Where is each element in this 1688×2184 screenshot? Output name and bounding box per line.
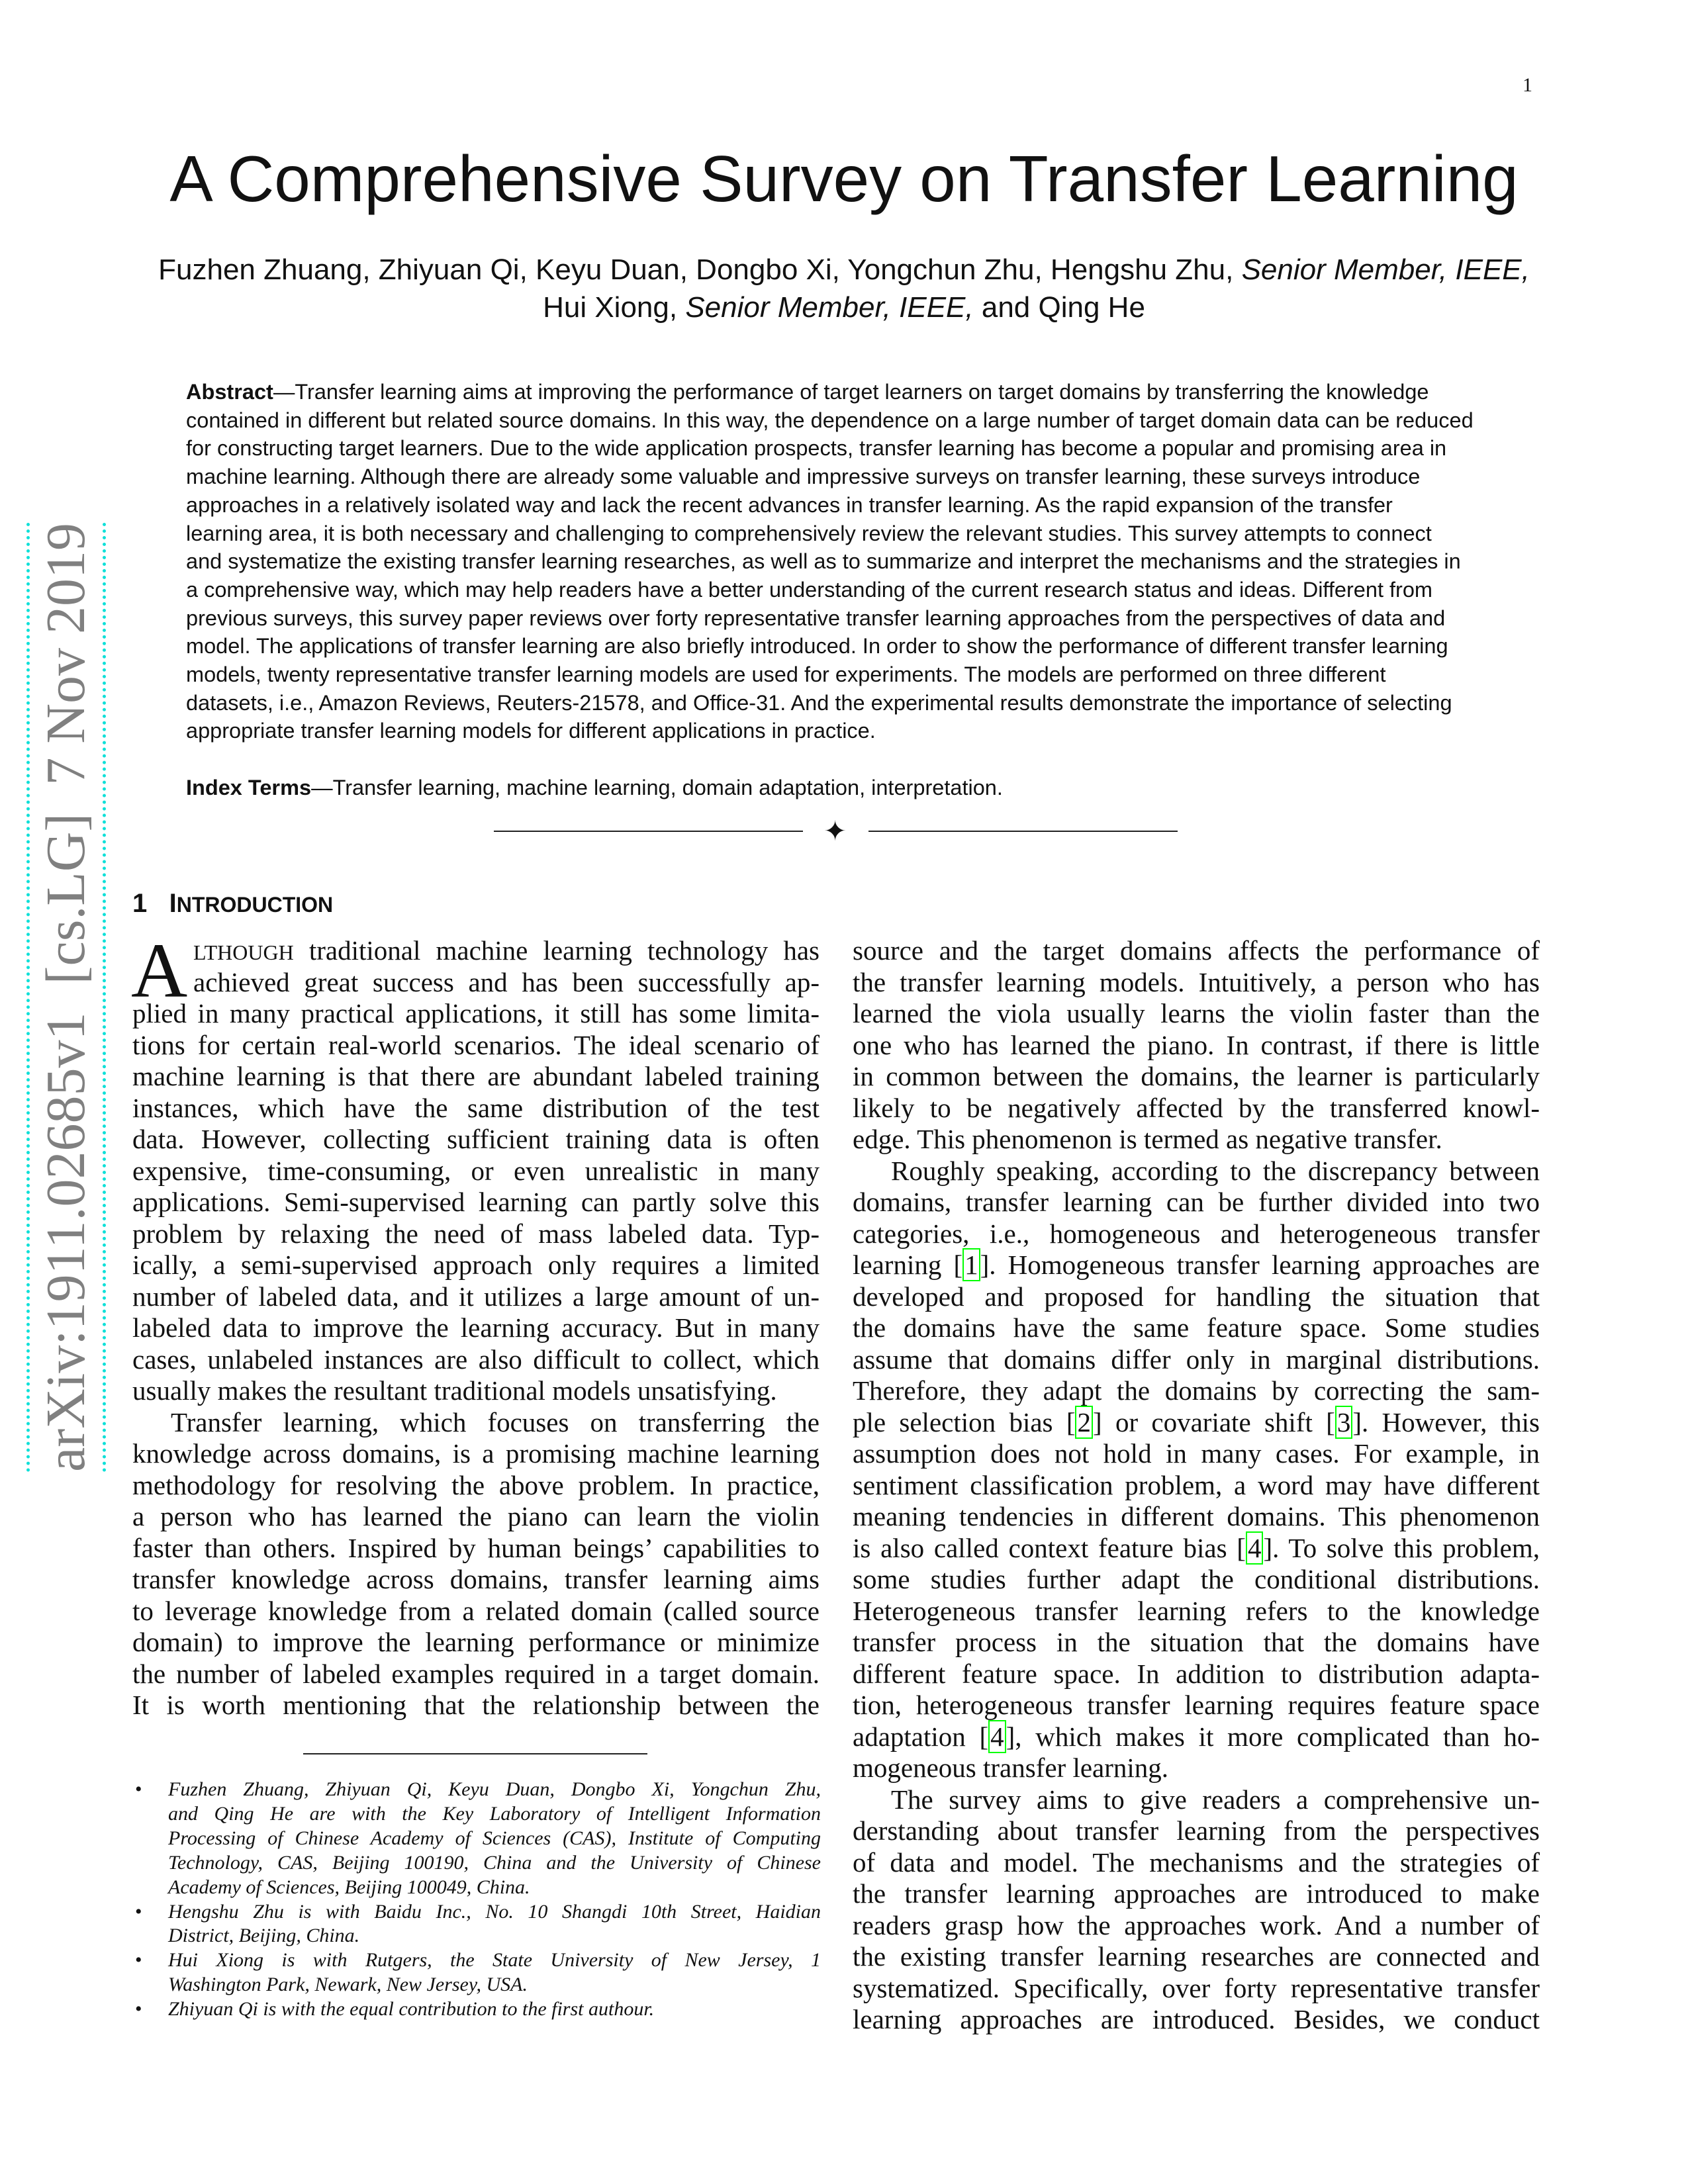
text-line bbox=[853, 1596, 1540, 1627]
text-line bbox=[132, 1093, 820, 1124]
line-text: ple selection bias [2] or covariate shift [3]. However, this bbox=[853, 1406, 1540, 1437]
line-text: categories, i.e., homogeneous and heterogeneous transfer bbox=[853, 1218, 1540, 1249]
text-line bbox=[853, 1690, 1540, 1721]
text-line bbox=[853, 1721, 1540, 1753]
abstract-line: for constructing target learners. Due to the wide application prospects, transfer learning has become a popular and promising area in bbox=[186, 436, 1447, 461]
line-text: learning approaches are introduced. Besides, we conduct bbox=[853, 2004, 1540, 2034]
text-line bbox=[853, 1533, 1540, 1565]
line-text: traditional machine learning technology has bbox=[293, 935, 820, 966]
author-role: Senior Member, IEEE, bbox=[1241, 253, 1530, 286]
index-terms-label: Index Terms bbox=[186, 776, 312, 799]
arxiv-stamp-text: arXiv:1911.02685v1 [cs.LG] 7 Nov 2019 bbox=[35, 522, 97, 1473]
footnote-item bbox=[135, 1948, 821, 1997]
footnote-item bbox=[135, 1900, 821, 1949]
text-line bbox=[853, 1878, 1540, 1910]
line-text: instances, which have the same distribution of the test bbox=[132, 1092, 820, 1123]
text-line bbox=[853, 1501, 1540, 1533]
line-text: cases, unlabeled instances are also difficult to collect, which bbox=[132, 1343, 820, 1375]
line-text: source and the target domains affects the performance of bbox=[853, 935, 1540, 966]
footnote-line: Zhiyuan Qi is with the equal contribution to the first authour. bbox=[168, 1998, 655, 2021]
line-text: data. However, collecting sufficient training data is often bbox=[132, 1124, 820, 1154]
text-line bbox=[132, 1281, 820, 1313]
footnote-line: District, Beijing, China. bbox=[168, 1925, 360, 1947]
line-text: a person who has learned the piano can learn the violin bbox=[132, 1501, 820, 1531]
text-line bbox=[132, 1344, 820, 1376]
line-text: sentiment classification problem, a word may have different bbox=[853, 1469, 1540, 1500]
line-text: tion, heterogeneous transfer learning requires feature space bbox=[853, 1690, 1540, 1720]
text-line bbox=[132, 1438, 820, 1470]
index-terms bbox=[186, 774, 1003, 802]
line-text: domain) to improve the learning performance or minimize bbox=[132, 1627, 820, 1657]
divider-diamond-icon: ✦ bbox=[823, 815, 847, 847]
section-heading bbox=[132, 886, 333, 923]
text-line bbox=[132, 998, 820, 1030]
citation-link[interactable]: 4 bbox=[988, 1720, 1006, 1753]
text-line bbox=[132, 1187, 820, 1218]
line-text: likely to be negatively affected by the transferred knowl- bbox=[853, 1092, 1540, 1123]
text-line bbox=[853, 1564, 1540, 1596]
text-line bbox=[853, 1187, 1540, 1218]
line-text: mogeneous transfer learning. bbox=[853, 1752, 1169, 1783]
line-text: ically, a semi-supervised approach only requires a limited bbox=[132, 1250, 820, 1280]
line-text: learning [1]. Homogeneous transfer learning approaches are bbox=[853, 1250, 1540, 1280]
drop-cap: A bbox=[131, 927, 188, 1014]
abstract-line: models, twenty representative transfer learning models are used for experiments. The models are performed on three different bbox=[186, 662, 1386, 687]
text-line bbox=[853, 1093, 1540, 1124]
line-text: The survey aims to give readers a comprehensive un- bbox=[891, 1784, 1540, 1815]
text-line bbox=[853, 1438, 1540, 1470]
abstract-line: appropriate transfer learning models for different applications in practice. bbox=[186, 719, 876, 743]
line-text: domains, transfer learning can be further divided into two bbox=[853, 1187, 1540, 1217]
footnote-line: Washington Park, Newark, New Jersey, USA. bbox=[168, 1974, 528, 1996]
footnote-item bbox=[135, 1778, 821, 1900]
author-names: Fuzhen Zhuang, Zhiyuan Qi, Keyu Duan, Dongbo Xi, Yongchun Zhu, Hengshu Zhu, bbox=[158, 253, 1234, 286]
line-text: the transfer learning models. Intuitively, a person who has bbox=[853, 966, 1540, 997]
line-text: assume that domains differ only in marginal distributions. bbox=[853, 1343, 1540, 1375]
text-line bbox=[853, 1847, 1540, 1879]
line-text: learned the viola usually learns the violin faster than the bbox=[853, 998, 1540, 1028]
text-line bbox=[853, 1941, 1540, 1973]
line-text: the existing transfer learning researches are connected and bbox=[853, 1941, 1540, 1972]
footnote-line: Hui Xiong is with Rutgers, the State University of New Jersey, 1 bbox=[168, 1949, 821, 1972]
line-text: to leverage knowledge from a related domain (called source bbox=[132, 1595, 820, 1626]
bullet-icon: • bbox=[135, 1778, 142, 1800]
text-line bbox=[132, 1690, 820, 1721]
section-title-initial: I bbox=[169, 889, 177, 918]
line-text: the domains have the same feature space. Some studies bbox=[853, 1312, 1540, 1343]
line-text: plied in many practical applications, it still has some limita- bbox=[132, 998, 820, 1028]
section-number: 1 bbox=[132, 889, 148, 918]
author-name: Hui Xiong, bbox=[543, 291, 678, 324]
line-text: is also called context feature bias [4]. To solve this problem, bbox=[853, 1532, 1540, 1563]
text-line bbox=[132, 967, 820, 999]
line-text: transfer knowledge across domains, transfer learning aims bbox=[132, 1564, 820, 1594]
abstract-line: machine learning. Although there are already some valuable and impressive surveys on transfer learning, these surveys introduce bbox=[186, 465, 1421, 489]
divider-right bbox=[868, 831, 1178, 832]
index-terms-text: —Transfer learning, machine learning, domain adaptation, interpretation. bbox=[311, 776, 1003, 799]
line-text: achieved great success and has been successfully ap- bbox=[193, 966, 820, 997]
line-text: one who has learned the piano. In contrast, if there is little bbox=[853, 1029, 1540, 1060]
footnote-line: Processing of Chinese Academy of Sciences (CAS), Institute of Computing bbox=[168, 1827, 821, 1849]
citation-link[interactable]: 4 bbox=[1246, 1531, 1264, 1565]
text-line bbox=[853, 1344, 1540, 1376]
author-role: Senior Member, IEEE, bbox=[685, 291, 974, 324]
text-line bbox=[853, 1973, 1540, 2005]
text-line bbox=[853, 1910, 1540, 1942]
line-text: tions for certain real-world scenarios. The ideal scenario of bbox=[132, 1029, 820, 1060]
text-line bbox=[853, 1156, 1540, 1187]
line-text: labeled data to improve the learning accuracy. But in many bbox=[132, 1312, 820, 1343]
arxiv-stamp[interactable] bbox=[26, 523, 106, 1473]
text-line bbox=[853, 2004, 1540, 2036]
citation-link[interactable]: 3 bbox=[1335, 1406, 1353, 1439]
text-line bbox=[853, 1124, 1540, 1156]
text-line bbox=[132, 1659, 820, 1690]
line-text: Heterogeneous transfer learning refers to the knowledge bbox=[853, 1595, 1540, 1626]
abstract-line: model. The applications of transfer learning are also briefly introduced. In order to show the performance of different transfer learning bbox=[186, 634, 1448, 659]
text-line bbox=[853, 1281, 1540, 1313]
text-line bbox=[853, 1470, 1540, 1502]
abstract-line: a comprehensive way, which may help readers have a better understanding of the current research status and ideas. Different from bbox=[186, 577, 1433, 602]
text-line bbox=[132, 1627, 820, 1659]
line-text: readers grasp how the approaches work. And a number of bbox=[853, 1909, 1540, 1940]
text-line bbox=[132, 1250, 820, 1281]
left-column bbox=[131, 927, 820, 1721]
footnote-line: Academy of Sciences, Beijing 100049, China. bbox=[168, 1876, 530, 1898]
bullet-icon: • bbox=[135, 1900, 142, 1923]
text-line bbox=[132, 1124, 820, 1156]
line-text: in common between the domains, the learner is particularly bbox=[853, 1061, 1540, 1091]
citation-link[interactable]: 1 bbox=[962, 1248, 980, 1281]
line-text: methodology for resolving the above problem. In practice, bbox=[132, 1469, 820, 1500]
author-tail: and Qing He bbox=[981, 291, 1145, 324]
line-text: Transfer learning, which focuses on transferring the bbox=[171, 1406, 820, 1437]
abstract-line: approaches in a relatively isolated way and lack the recent advances in transfer learning. As the rapid expansion of the transfer bbox=[186, 492, 1393, 517]
footnote-line: and Qing He are with the Key Laboratory of Intelligent Information bbox=[168, 1802, 821, 1825]
text-line bbox=[853, 998, 1540, 1030]
line-text: applications. Semi-supervised learning can partly solve this bbox=[132, 1187, 820, 1217]
citation-link[interactable]: 2 bbox=[1075, 1406, 1093, 1439]
line-text: knowledge across domains, is a promising machine learning bbox=[132, 1438, 820, 1469]
footnotes bbox=[135, 1778, 821, 2022]
text-line bbox=[853, 1061, 1540, 1093]
author-line-2 bbox=[0, 289, 1688, 326]
footnote-line: Hengshu Zhu is with Baidu Inc., No. 10 Shangdi 10th Street, Haidian bbox=[168, 1900, 821, 1923]
text-line bbox=[132, 1156, 820, 1187]
line-text: developed and proposed for handling the situation that bbox=[853, 1281, 1540, 1312]
text-line bbox=[853, 1375, 1540, 1407]
text-line bbox=[853, 1815, 1540, 1847]
line-text: Therefore, they adapt the domains by correcting the sam- bbox=[853, 1375, 1540, 1406]
line-text: of data and model. The mechanisms and the strategies of bbox=[853, 1846, 1540, 1878]
text-line bbox=[132, 1312, 820, 1344]
abstract-text: —Transfer learning aims at improving the performance of target learners on target domains by transferring the knowledge bbox=[273, 380, 1429, 404]
line-text: It is worth mentioning that the relationship between the bbox=[132, 1690, 820, 1720]
text-line bbox=[853, 1030, 1540, 1062]
section-title-rest: NTRODUCTION bbox=[176, 893, 334, 917]
line-text: problem by relaxing the need of mass labeled data. Typ- bbox=[132, 1218, 820, 1249]
text-line bbox=[132, 1501, 820, 1533]
line-text: edge. This phenomenon is termed as negative transfer. bbox=[853, 1124, 1442, 1154]
abstract-line: previous surveys, this survey paper reviews over forty representative transfer learning approaches from the perspectives of data and bbox=[186, 606, 1446, 630]
abstract-line: learning area, it is both necessary and challenging to comprehensively review the relevant studies. This survey attempts to connect bbox=[186, 521, 1432, 545]
footnote-line: Technology, CAS, Beijing 100190, China and the University of Chinese bbox=[168, 1851, 821, 1874]
abstract-line: and systematize the existing transfer learning researches, as well as to summarize and interpret the mechanisms and the strategies in bbox=[186, 549, 1461, 574]
bullet-icon: • bbox=[135, 1949, 142, 1972]
text-line bbox=[132, 1218, 820, 1250]
text-line bbox=[132, 1030, 820, 1062]
line-text: some studies further adapt the conditional distributions. bbox=[853, 1564, 1540, 1594]
text-line bbox=[853, 1659, 1540, 1690]
line-text: faster than others. Inspired by human beings’ capabilities to bbox=[132, 1532, 820, 1563]
text-line bbox=[853, 935, 1540, 967]
line-text: transfer process in the situation that the domains have bbox=[853, 1627, 1540, 1657]
footnote-line: Fuzhen Zhuang, Zhiyuan Qi, Keyu Duan, Dongbo Xi, Yongchun Zhu, bbox=[168, 1778, 821, 1800]
text-line bbox=[132, 1533, 820, 1565]
line-text: systematized. Specifically, over forty representative transfer bbox=[853, 1972, 1540, 2003]
text-line bbox=[132, 1470, 820, 1502]
line-text: meaning tendencies in different domains. This phenomenon bbox=[853, 1501, 1540, 1531]
right-column bbox=[853, 935, 1540, 2036]
line-text: number of labeled data, and it utilizes a large amount of un- bbox=[132, 1281, 820, 1312]
text-line bbox=[853, 1312, 1540, 1344]
line-text: Roughly speaking, according to the discrepancy between bbox=[891, 1155, 1540, 1186]
abstract-line bbox=[186, 378, 1510, 406]
text-line bbox=[132, 1564, 820, 1596]
drop-cap-smallcaps: LTHOUGH bbox=[193, 940, 294, 964]
abstract-label: Abstract bbox=[186, 380, 273, 404]
paper-title: A Comprehensive Survey on Transfer Learning bbox=[169, 142, 1519, 215]
text-line bbox=[853, 1407, 1540, 1439]
text-line bbox=[853, 1784, 1540, 1816]
divider-left bbox=[494, 831, 803, 832]
text-line bbox=[853, 1250, 1540, 1281]
footnote-item bbox=[135, 1997, 821, 2022]
line-text: the number of labeled examples required in a target domain. bbox=[132, 1658, 820, 1689]
abstract-line: datasets, i.e., Amazon Reviews, Reuters-21578, and Office-31. And the experimental results demonstrate the importance of selecting bbox=[186, 690, 1452, 715]
line-text: the transfer learning approaches are introduced to make bbox=[853, 1878, 1540, 1909]
text-line bbox=[132, 1375, 820, 1407]
text-line bbox=[132, 1407, 820, 1439]
text-line bbox=[853, 1752, 1540, 1784]
line-text: assumption does not hold in many cases. For example, in bbox=[853, 1438, 1540, 1469]
bullet-icon: • bbox=[135, 1998, 142, 2021]
line-text: usually makes the resultant traditional models unsatisfying. bbox=[132, 1375, 777, 1406]
text-line bbox=[853, 1627, 1540, 1659]
text-line bbox=[132, 1061, 820, 1093]
page-number: 1 bbox=[1523, 74, 1532, 96]
text-line bbox=[853, 967, 1540, 999]
abstract-line: contained in different but related source domains. In this way, the dependence on a large number of target domain data can be reduced bbox=[186, 408, 1474, 432]
text-line bbox=[853, 1218, 1540, 1250]
line-text: adaptation [4], which makes it more complicated than ho- bbox=[853, 1721, 1540, 1752]
author-line-1 bbox=[0, 251, 1688, 289]
text-line bbox=[132, 1596, 820, 1627]
line-text: expensive, time-consuming, or even unrealistic in many bbox=[132, 1155, 820, 1186]
line-text: derstanding about transfer learning from the perspectives bbox=[853, 1815, 1540, 1846]
line-text: machine learning is that there are abundant labeled training bbox=[132, 1061, 820, 1091]
line-text: different feature space. In addition to distribution adapta- bbox=[853, 1658, 1540, 1689]
footnote-rule bbox=[303, 1753, 647, 1754]
abstract bbox=[186, 378, 1510, 745]
